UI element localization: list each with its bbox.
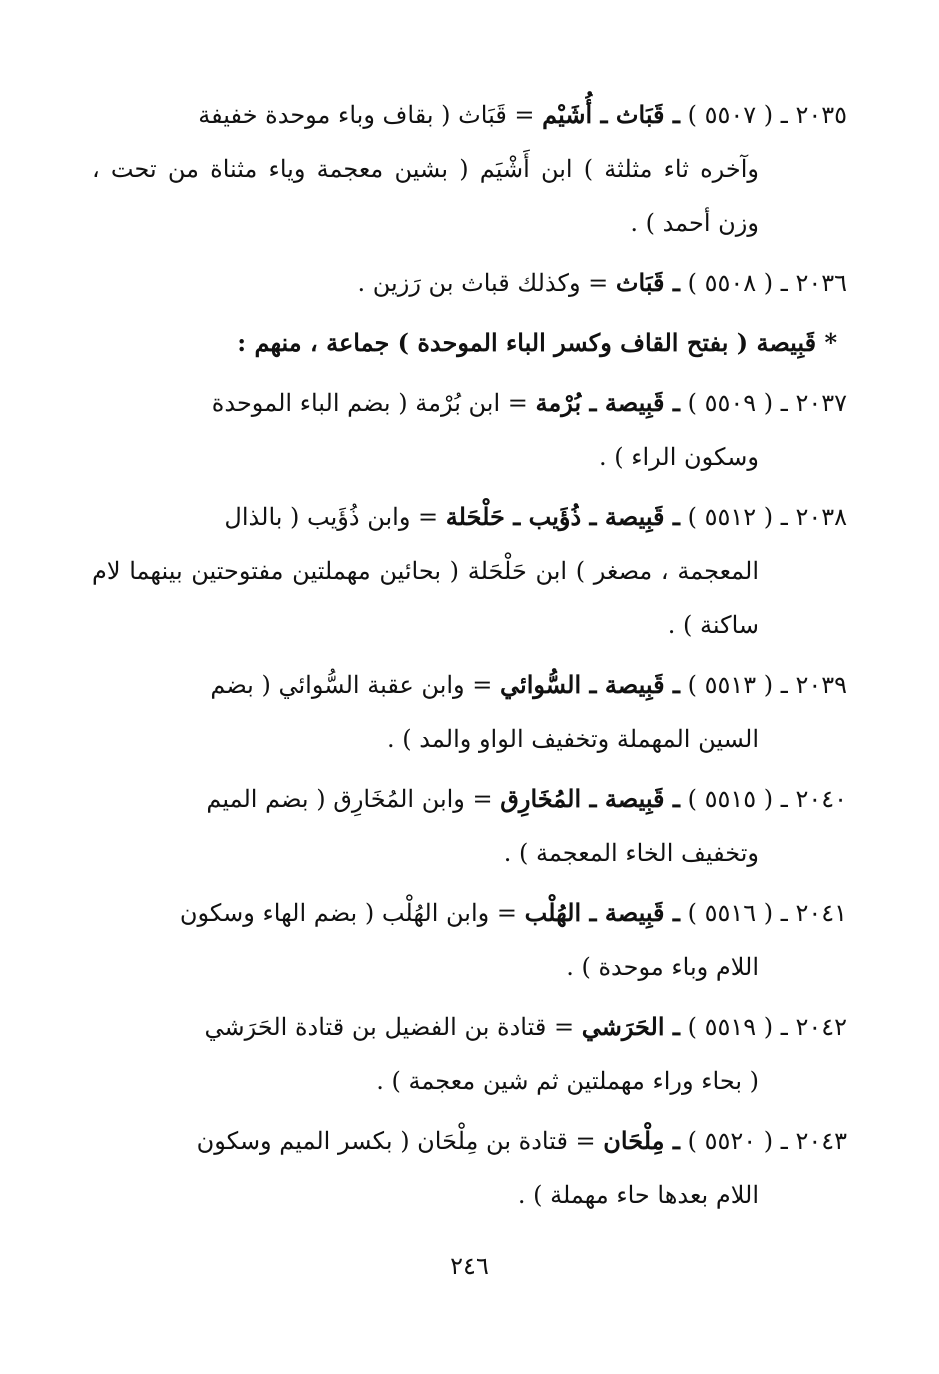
entry-number: ٢٠٤١ ـ bbox=[780, 899, 847, 927]
entry-text: = قتادة بن الفضيل بن قتادة الحَرَشي bbox=[204, 1013, 575, 1041]
entry-continuation: وتخفيف الخاء المعجمة ) . bbox=[503, 839, 759, 867]
entry-text: = وكذلك قباث بن رَزين . bbox=[357, 269, 609, 297]
entry-continuation: اللام بعدها حاء مهملة ) . bbox=[517, 1181, 759, 1209]
entry-names: ـ قَبَاث bbox=[615, 268, 680, 297]
entry-names: ـ مِلْحَان bbox=[603, 1126, 680, 1155]
entry-continuation: السين المهملة وتخفيف الواو والمد ) . bbox=[387, 725, 759, 753]
entry-continuation: وآخره ثاء مثلثة ) ابن أَشْيَم ( بشين معجمة وياء مثناة من تحت ، وزن أحمد ) . bbox=[92, 155, 759, 237]
page-content bbox=[92, 88, 847, 1228]
entry-names: ـ قَبِيصة ـ السُّوائي bbox=[500, 670, 680, 699]
entry-continuation: اللام وباء موحدة ) . bbox=[566, 953, 759, 981]
entry-continuation: المعجمة ، مصغر ) ابن حَلْحَلة ( بحائين مهملتين مفتوحتين بينهما لام ساكنة ) . bbox=[92, 557, 759, 639]
entry-2040 bbox=[92, 772, 847, 880]
entry-reference: ( ٥٥١٥ ) bbox=[687, 785, 774, 813]
entry-2036 bbox=[92, 256, 847, 310]
entry-text: = قتادة بن مِلْحَان ( بكسر الميم وسكون bbox=[196, 1127, 596, 1155]
entry-text: = وابن عقبة السُّوائي ( بضم bbox=[210, 671, 493, 699]
entry-reference: ( ٥٥٠٩ ) bbox=[687, 389, 774, 417]
entry-reference: ( ٥٥٢٠ ) bbox=[687, 1127, 774, 1155]
entry-number: ٢٠٣٩ ـ bbox=[780, 671, 847, 699]
entry-reference: ( ٥٥٠٨ ) bbox=[687, 269, 774, 297]
entry-2037 bbox=[92, 376, 847, 484]
entry-number: ٢٠٣٥ ـ bbox=[780, 101, 847, 129]
page-number: ٢٤٦ bbox=[450, 1252, 489, 1280]
entry-reference: ( ٥٥١٣ ) bbox=[687, 671, 774, 699]
entry-2041 bbox=[92, 886, 847, 994]
entry-continuation: ( بحاء وراء مهملتين ثم شين معجمة ) . bbox=[376, 1067, 759, 1095]
entry-number: ٢٠٣٦ ـ bbox=[780, 269, 847, 297]
entry-names: ـ قَبِيصة ـ المُخَارِق bbox=[500, 784, 680, 813]
entry-number: ٢٠٣٧ ـ bbox=[780, 389, 847, 417]
entry-2042 bbox=[92, 1000, 847, 1108]
entry-reference: ( ٥٥١٦ ) bbox=[687, 899, 774, 927]
entry-number: ٢٠٤٢ ـ bbox=[780, 1013, 847, 1041]
entry-number: ٢٠٤٠ ـ bbox=[780, 785, 847, 813]
entry-names: ـ قَبِيصة ـ ذُؤَيب ـ حَلْحَلة bbox=[445, 502, 680, 531]
entry-text: = ابن بُرْمة ( بضم الباء الموحدة bbox=[211, 389, 528, 417]
entry-number: ٢٠٤٣ ـ bbox=[780, 1127, 847, 1155]
entry-text: = وابن المُخَارِق ( بضم الميم bbox=[206, 785, 493, 813]
entry-text: = وابن ذُؤَيب ( بالذال bbox=[224, 503, 439, 531]
entry-reference: ( ٥٥٠٧ ) bbox=[687, 101, 774, 129]
entry-names: ـ قَبِيصة ـ الهُلْب bbox=[524, 898, 680, 927]
entry-reference: ( ٥٥١٢ ) bbox=[687, 503, 774, 531]
entry-text: = وابن الهُلْب ( بضم الهاء وسكون bbox=[179, 899, 517, 927]
entry-names: ـ قَبِيصة ـ بُرْمة bbox=[535, 388, 680, 417]
entry-2035 bbox=[92, 88, 847, 250]
entry-continuation: وسكون الراء ) . bbox=[598, 443, 759, 471]
entry-2038 bbox=[92, 490, 847, 652]
entry-number: ٢٠٣٨ ـ bbox=[780, 503, 847, 531]
entry-2043 bbox=[92, 1114, 847, 1222]
entry-2039 bbox=[92, 658, 847, 766]
entry-names: ـ الحَرَشي bbox=[581, 1012, 680, 1041]
section-heading: * قَبِيصة ( بفتح القاف وكسر الباء الموحدة ) جماعة ، منهم : bbox=[237, 328, 837, 357]
entry-text: = قَبَاث ( بقاف وباء موحدة خفيفة bbox=[198, 101, 535, 129]
entry-names: ـ قَبَاث ـ أُشَيْم bbox=[542, 100, 680, 129]
entry-reference: ( ٥٥١٩ ) bbox=[687, 1013, 774, 1041]
